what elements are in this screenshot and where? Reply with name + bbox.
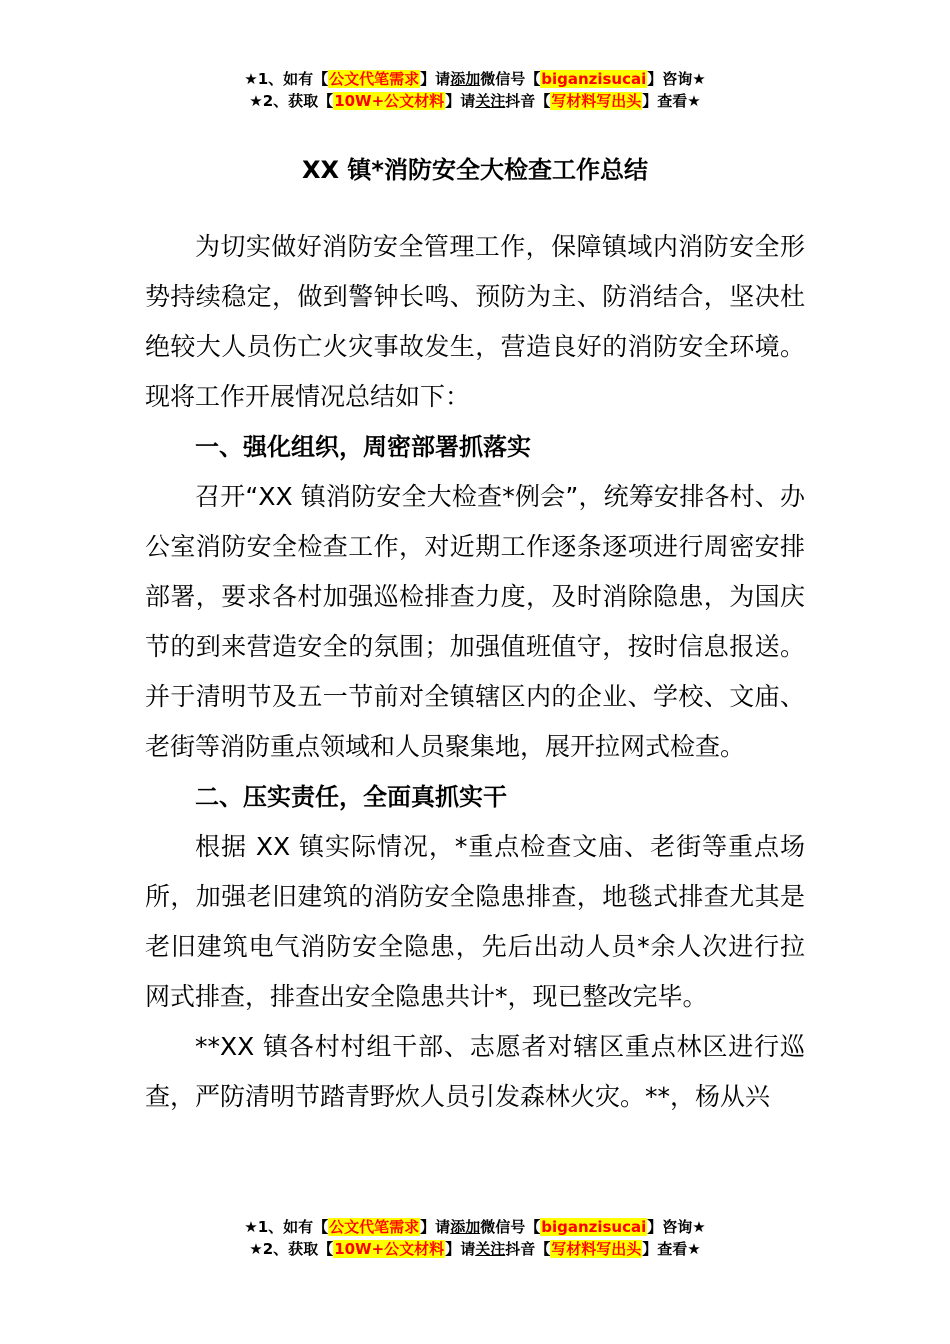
promo-line-1-highlight-service: 公文代笔需求	[329, 1218, 420, 1236]
section-2-heading: 二、压实责任，全面真抓实干	[195, 783, 507, 811]
promo-line-2-highlight-account: 写材料写出头	[551, 1240, 642, 1258]
promo-line-2-highlight-account: 写材料写出头	[551, 92, 642, 110]
promo-line-1-suffix: 】咨询★	[647, 1218, 706, 1236]
promo-line-2-text-please: 】请	[445, 92, 476, 110]
promo-line-2-suffix: 】查看★	[642, 92, 701, 110]
promo-line-1-text-please: 】请	[420, 70, 451, 88]
promo-line-1-highlight-wechat-id: biganzisucai	[541, 1218, 647, 1236]
promo-line-2-bottom	[0, 1238, 950, 1260]
document-body	[145, 222, 805, 1122]
promo-line-1-text-wechat: 微信号【	[480, 1218, 541, 1236]
intro-paragraph: 为切实做好消防安全管理工作，保障镇域内消防安全形势持续稳定，做到警钟长鸣、预防为主、防消结合，坚决杜绝较大人员伤亡火灾事故发生，营造良好的消防安全环境。现将工作开展情况总结如下：	[145, 232, 805, 411]
promo-line-1-highlight-service: 公文代笔需求	[329, 70, 420, 88]
section-2-paragraph-1: 根据 XX 镇实际情况，*重点检查文庙、老街等重点场所，加强老旧建筑的消防安全隐患排查，地毯式排查尤其是老旧建筑电气消防安全隐患，先后出动人员*余人次进行拉网式排查，排查出安全隐患共计*，现已整改完毕。	[145, 832, 805, 1011]
promo-line-1-highlight-wechat-id: biganzisucai	[541, 70, 647, 88]
promo-banner-bottom	[0, 1216, 950, 1260]
promo-banner-top	[0, 68, 950, 112]
promo-line-1-suffix: 】咨询★	[647, 70, 706, 88]
promo-line-1-prefix: ★1、如有【	[244, 70, 329, 88]
promo-line-2-text-douyin: 抖音【	[505, 1240, 551, 1258]
promo-line-2-text-follow: 关注	[475, 1240, 506, 1258]
document-title: XX 镇*消防安全大检查工作总结	[302, 156, 648, 184]
promo-line-2-text-please: 】请	[445, 1240, 476, 1258]
promo-line-1-bottom	[0, 1216, 950, 1238]
promo-line-2-highlight-materials: 10W+公文材料	[334, 92, 445, 110]
section-1-paragraph: 召开“XX 镇消防安全大检查*例会”，统筹安排各村、办公室消防安全检查工作，对近期工作逐条逐项进行周密安排部署，要求各村加强巡检排查力度，及时消除隐患，为国庆节的到来营造安全的氛围；加强值班值守，按时信息报送。并于清明节及五一节前对全镇辖区内的企业、学校、文庙、老街等消防重点领域和人员聚集地，展开拉网式检查。	[145, 482, 805, 761]
promo-line-2	[0, 90, 950, 112]
promo-line-1-text-wechat: 微信号【	[480, 70, 541, 88]
promo-line-2-text-douyin: 抖音【	[505, 92, 551, 110]
promo-line-2-highlight-materials: 10W+公文材料	[334, 1240, 445, 1258]
promo-line-1-text-add: 添加	[450, 1218, 481, 1236]
promo-line-1	[0, 68, 950, 90]
promo-line-2-text-follow: 关注	[475, 92, 506, 110]
promo-line-2-suffix: 】查看★	[642, 1240, 701, 1258]
section-2-paragraph-2: **XX 镇各村村组干部、志愿者对辖区重点林区进行巡查，严防清明节踏青野炊人员引发森林火灾。**，杨从兴	[145, 1032, 805, 1111]
promo-line-2-prefix: ★2、获取【	[249, 92, 334, 110]
promo-line-2-prefix: ★2、获取【	[249, 1240, 334, 1258]
promo-line-1-text-please: 】请	[420, 1218, 451, 1236]
promo-line-1-prefix: ★1、如有【	[244, 1218, 329, 1236]
section-1-heading: 一、强化组织，周密部署抓落实	[195, 433, 531, 461]
promo-line-1-text-add: 添加	[450, 70, 481, 88]
